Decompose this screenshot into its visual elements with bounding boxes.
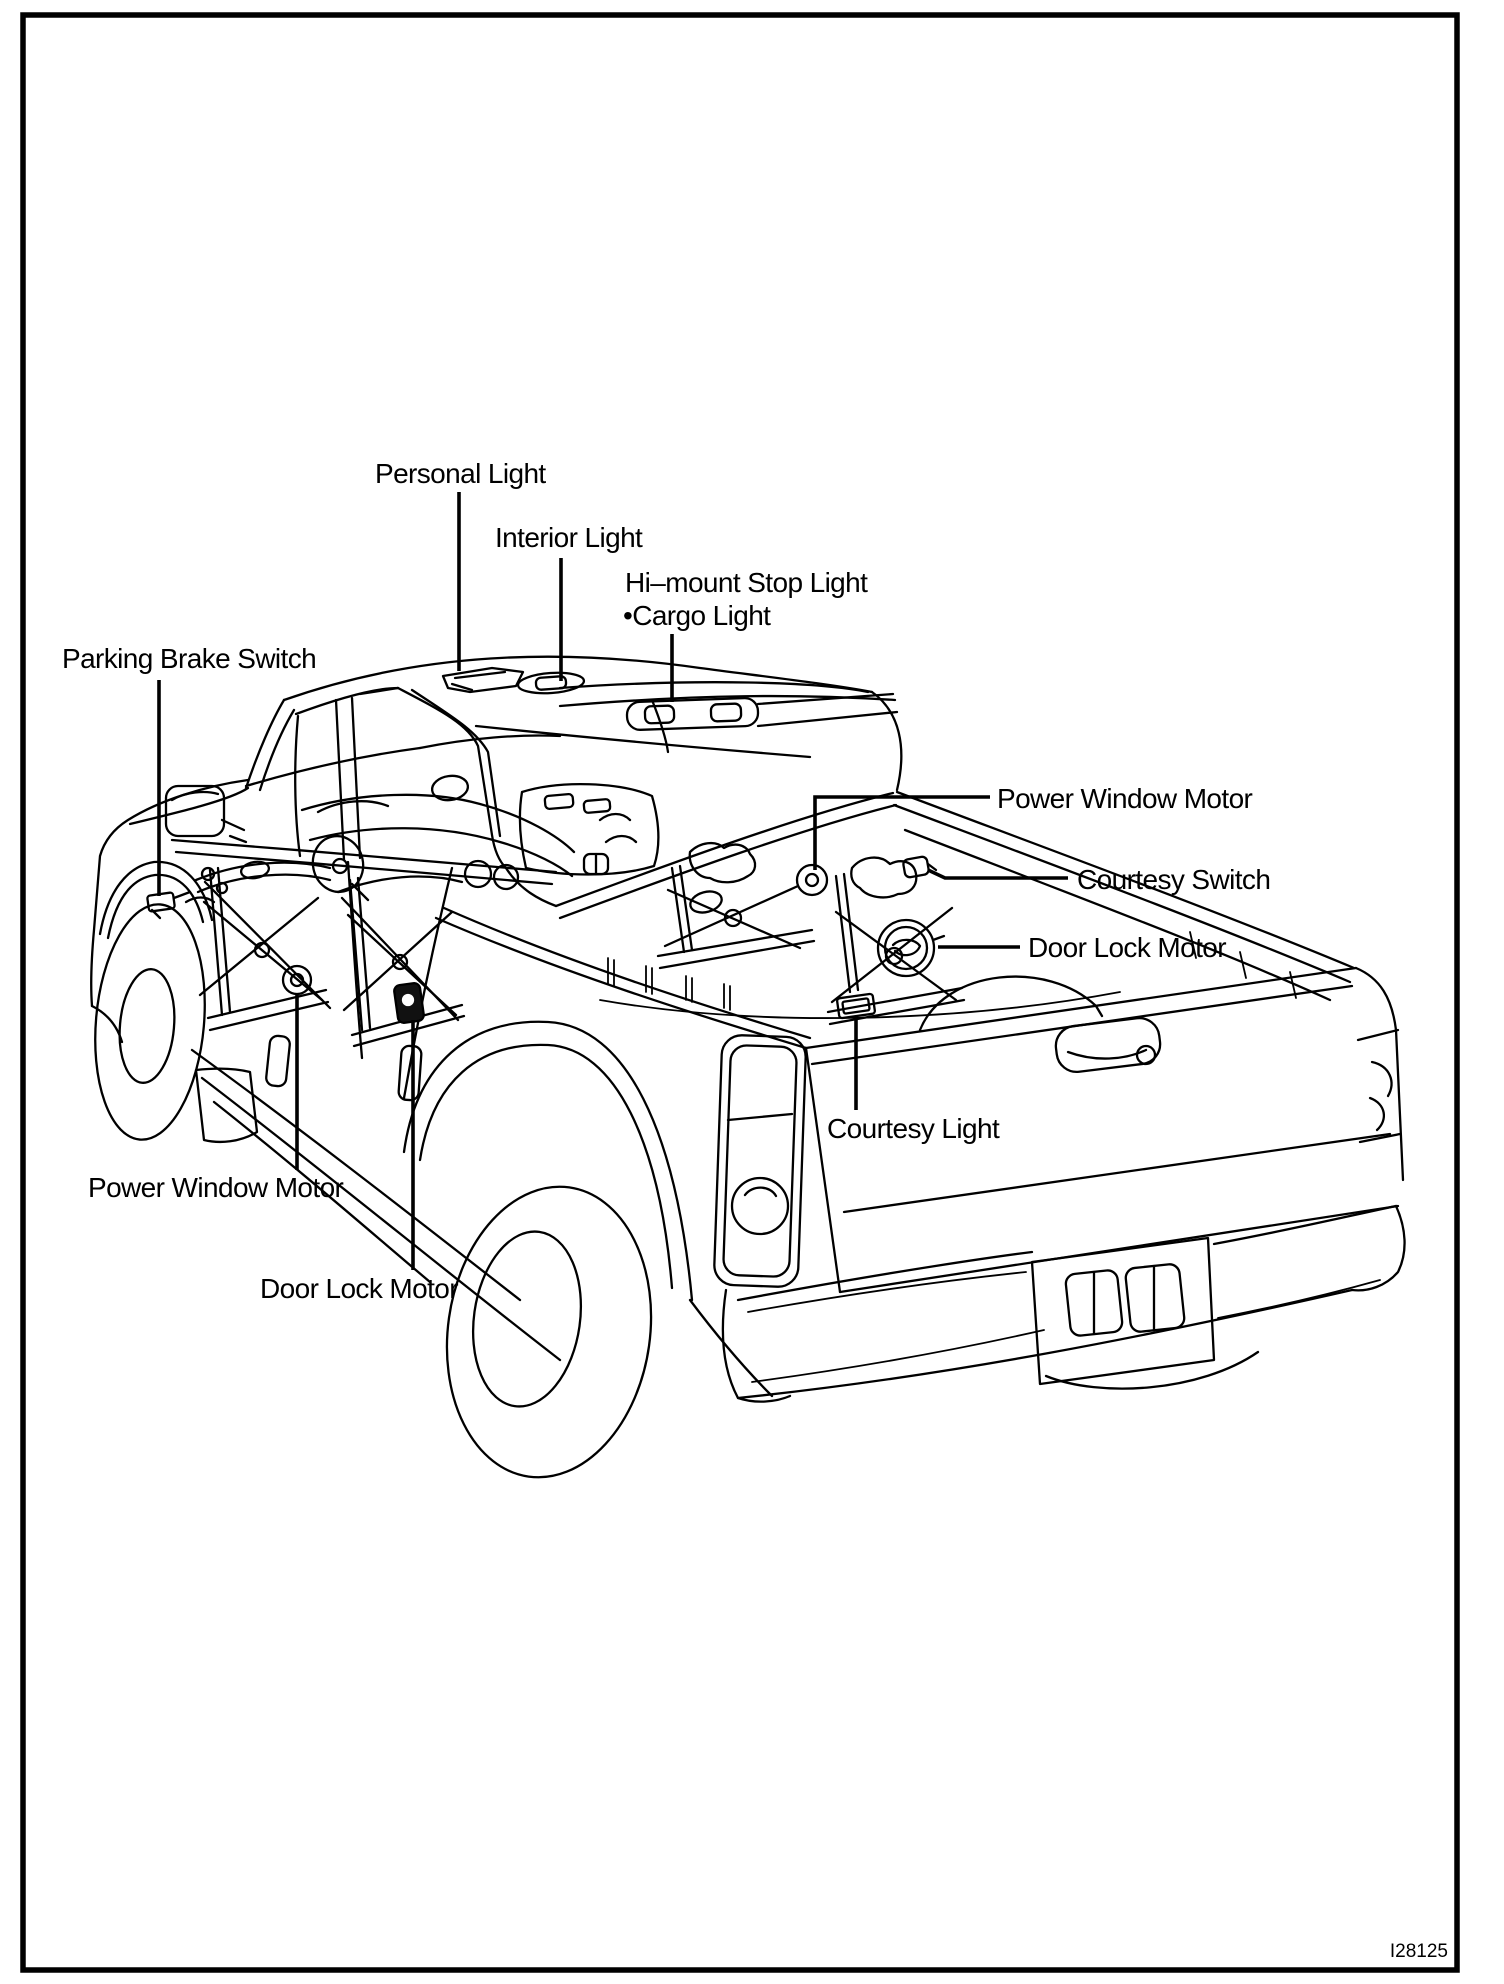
personal-light-drawing bbox=[443, 668, 523, 692]
parking-brake-switch-drawing bbox=[147, 892, 175, 911]
label-interior-light: Interior Light bbox=[495, 522, 643, 553]
label-door-lock-motor-rear: Door Lock Motor bbox=[1028, 932, 1226, 963]
truck-illustration bbox=[86, 657, 1405, 1491]
tailgate-drawing bbox=[806, 968, 1356, 1048]
label-door-lock-motor-front: Door Lock Motor bbox=[260, 1273, 458, 1304]
leader-lines bbox=[159, 492, 1068, 1270]
leader-courtesy-switch bbox=[928, 870, 1068, 878]
hi-mount-stop-light-drawing bbox=[627, 698, 759, 731]
label-power-window-motor-rear: Power Window Motor bbox=[997, 783, 1253, 814]
label-parking-brake-switch: Parking Brake Switch bbox=[62, 643, 317, 674]
label-power-window-motor-front: Power Window Motor bbox=[88, 1172, 344, 1203]
label-courtesy-light: Courtesy Light bbox=[827, 1113, 1000, 1144]
label-courtesy-switch: Courtesy Switch bbox=[1077, 864, 1271, 895]
interior-light-drawing bbox=[517, 671, 584, 696]
rear-wheel-drawing bbox=[429, 1173, 670, 1490]
label-personal-light: Personal Light bbox=[375, 458, 546, 489]
label-hi-mount-stop-light: Hi–mount Stop Light bbox=[625, 567, 868, 598]
rear-power-window-motor-drawing bbox=[797, 865, 827, 895]
figure-code: I28125 bbox=[1389, 1941, 1448, 1962]
label-cargo-light: •Cargo Light bbox=[623, 600, 771, 631]
page-border bbox=[23, 15, 1457, 1970]
